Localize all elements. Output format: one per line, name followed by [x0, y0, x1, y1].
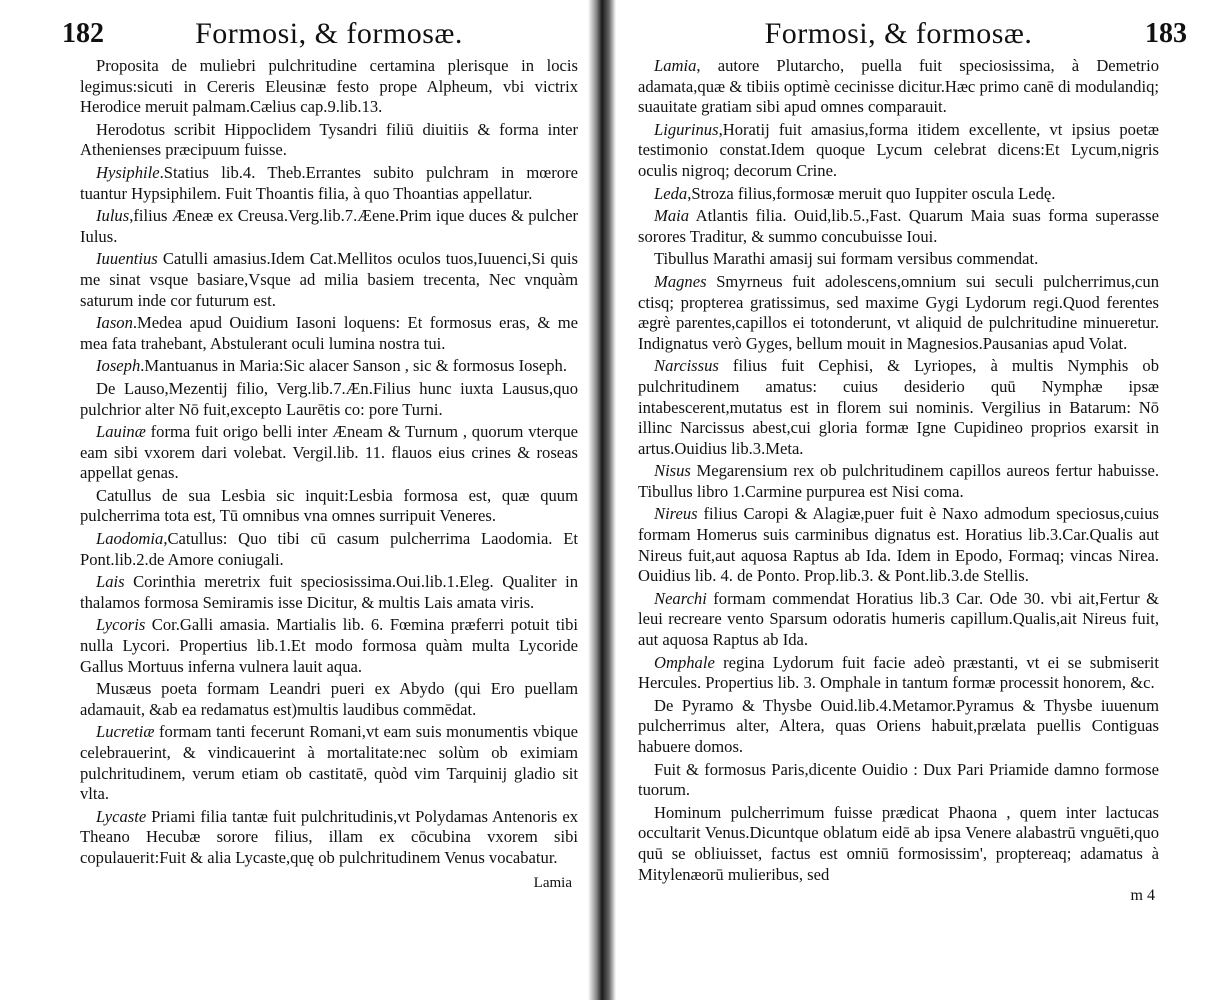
- entry-paragraph: [638, 696, 1159, 758]
- entry-paragraph: [80, 56, 578, 118]
- entry-paragraph: [80, 313, 578, 354]
- running-title: Formosi, & formosæ.: [195, 17, 463, 50]
- entry-name: Iason: [96, 313, 133, 333]
- entry-paragraph: [80, 422, 578, 484]
- running-head: [62, 14, 578, 56]
- entry-text: Musæus poeta formam Leandri pueri ex Abydo (qui Ero puellam adamauit, &ab ea redamatus est)multis laudibus commēdat.: [80, 679, 578, 719]
- entry-paragraph: [638, 356, 1159, 459]
- page-number: 183: [1145, 18, 1187, 49]
- entry-name: Narcissus: [654, 356, 719, 376]
- entry-text: Cor.Galli amasia. Martialis lib. 6. Fœmina præferri potuit tibi nulla Lycori. Propertius lib.1.Et modo formosa quàm multa Lycoride Gallus Mortuus inferna vulnera lauit aqua.: [80, 615, 578, 676]
- page-body: [638, 56, 1159, 885]
- entry-name: Lauinæ: [96, 422, 146, 442]
- entry-paragraph: [638, 803, 1159, 885]
- entry-text: Megarensium rex ob pulchritudinem capillos aureos fertur habuisse. Tibullus libro 1.Carmine purpurea est Nisi coma.: [638, 461, 1159, 501]
- entry-text: Herodotus scribit Hippoclidem Tysandri filiū diuitiis & forma inter Athenienses præcipuum fuisse.: [80, 119, 578, 160]
- entry-paragraph: [80, 249, 578, 311]
- entry-text: , autore Plutarcho, puella fuit speciosissima, à Demetrio adamata,quæ & tibiis optimè cecinisse dicitur.Hæc primo canē di modulandiq; suauitate gratiam sibi apud omnes comparauit.: [638, 56, 1159, 117]
- entry-name: Lucretiæ: [96, 722, 155, 742]
- entry-name: Ligurinus: [654, 119, 719, 139]
- entry-text: filius fuit Cephisi, & Lyriopes, à multis Nymphis ob pulchritudinem amatus: cuius desiderio quū Nymphæ ipsæ intabescerent,mutatus est in florem sui nominis. Vergilius in Batarum: Nō illinc Narcissus abest,cui gloria formæ Igne Cupidineo proprios exarsit in artus.Ouidius lib.3.Meta.: [638, 356, 1159, 458]
- entry-paragraph: [80, 722, 578, 804]
- entry-text: Atlantis filia. Ouid,lib.5.,Fast. Quarum Maia suas forma superasse sorores Traditur, & summo concubuisse Ioui.: [638, 206, 1159, 246]
- entry-paragraph: [80, 379, 578, 420]
- entry-paragraph: [638, 56, 1159, 118]
- entry-name: Leda: [654, 183, 688, 203]
- entry-name: Iulus: [96, 206, 130, 226]
- entry-name: Laodomia: [96, 529, 164, 549]
- entry-paragraph: [80, 356, 578, 377]
- running-head: [638, 14, 1187, 56]
- running-title: Formosi, & formosæ.: [764, 17, 1033, 50]
- entry-text: regina Lydorum fuit facie adeò præstanti, vt ei se submiserit Hercules. Propertius lib. 3. Omphale in tantum formæ processit honorem, &c.: [638, 652, 1159, 693]
- entry-text: Hominum pulcherrimum fuisse prædicat Phaona , quem inter lactucas occultarit Venus.Dicuntque oblatum eidē ab ipsa Venere alabastrū vnguēti,quo quū se obliuisset, factus est omniū formosissim', proptereaq; adamatus à Mitylenæorū mulieribus, sed: [638, 802, 1159, 884]
- entry-text: filius Caropi & Alagiæ,puer fuit è Naxo admodum speciosus,cuius formam Homerus suis carminibus dignatus est. Horatius lib.3.Car.Qualis aut Nireus fuit,aut aquosa Raptus ab Ida. Idem in Epodo, Formaq; vincas Nirea. Ouidius lib. 4. de Ponto. Prop.lib.3. & Pont.lib.3.de Stellis.: [638, 504, 1159, 586]
- entry-paragraph: [80, 529, 578, 570]
- entry-text: .Medea apud Ouidium Iasoni loquens: Et formosus eras, & me mea fata trahebant, Abstulerant oculi lumina nostra tui.: [80, 313, 578, 353]
- page-body: [80, 56, 578, 869]
- entry-paragraph: [80, 120, 578, 161]
- entry-paragraph: [638, 589, 1159, 651]
- entry-text: Priami filia tantæ fuit pulchritudinis,vt Polydamas Antenoris ex Theano Hecubæ sorore filius, illam ex cōcubina vxorem sibi copulauerit:Fuit & alia Lycaste,quę ob pulchritudinem Venus vocabatur.: [80, 806, 578, 867]
- entry-text: ,Horatij fuit amasius,forma itidem excellente, vt ipsius poetæ testimonio constat.Idem quoque Lycum celebrat dicens:Et Lycum,nigris oculis nigroq; decorum Crine.: [638, 119, 1159, 180]
- entry-paragraph: [638, 760, 1159, 801]
- entry-paragraph: [80, 163, 578, 204]
- entry-name: Magnes: [654, 271, 707, 291]
- entry-paragraph: [638, 206, 1159, 247]
- entry-text: De Lauso,Mezentij filio, Verg.lib.7.Æn.Filius hunc iuxta Lausus,quo pulchrior alter Nō fuit,excepto Laurētis co: pore Turni.: [80, 378, 578, 419]
- entry-name: Lycaste: [96, 806, 147, 826]
- entry-paragraph: [80, 486, 578, 527]
- entry-text: Catulli amasius.Idem Cat.Mellitos oculos tuos,Iuuenci,Si quis me sinat vsque basiare,Vsque ad milia basiem trecenta, Nec vnquàm saturum inde cor futurum est.: [80, 249, 578, 310]
- left-page: [0, 0, 588, 1000]
- entry-text: Catullus de sua Lesbia sic inquit:Lesbia formosa est, quæ quum pulcherrima tota est, Tū omnibus vna omnes surripuit Veneres.: [80, 485, 578, 526]
- entry-paragraph: [638, 184, 1159, 205]
- entry-name: Lais: [96, 572, 125, 592]
- entry-paragraph: [80, 206, 578, 247]
- book-gutter: [588, 0, 616, 1000]
- entry-text: .Statius lib.4. Theb.Errantes subito pulchram in mœrore tuantur Hypsiphilem. Fuit Thoantis filia, à quo Thoantias appellatur.: [80, 162, 578, 203]
- entry-text: Smyrneus fuit adolescens,omnium sui seculi pulcherrimus,cun ctisq; propterea gratissimus, sed maxime Gygi Lydorum regi.Quod ferentes ægrè parentes,capillos ei totonderunt, vt aliquid de pulchritudine minueretur. Indignatus verò Gyges, bellum mouit in Magnesios.Pausanias apud Volat.: [638, 271, 1159, 353]
- entry-paragraph: [80, 807, 578, 869]
- entry-name: Lycoris: [96, 615, 146, 635]
- entry-name: Nisus: [654, 461, 691, 481]
- entry-name: Maia: [654, 206, 690, 226]
- entry-paragraph: [638, 272, 1159, 354]
- entry-text: Proposita de muliebri pulchritudine certamina plerisque in locis legimus:sicuti in Cereris Eleusinæ festo prope Alpheum, vbi victrix Herodice meruit palmam.Cælius cap.9.lib.13.: [80, 56, 578, 117]
- entry-paragraph: [638, 120, 1159, 182]
- entry-text: ,Catullus: Quo tibi cū casum pulcherrima Laodomia. Et Pont.lib.2.de Amore coniugali.: [80, 529, 578, 569]
- entry-text: forma fuit origo belli inter Æneam & Turnum , quorum vterque eam sibi vxorem dari volebat. Vergil.lib. 11. flauos eius crines & roseas appellat genas.: [80, 422, 578, 483]
- entry-text: formam commendat Horatius lib.3 Car. Ode 30. vbi ait,Fertur & leui recreare vento Sparsum odoratis humeris capillum.Qualis,ait Nireus fuit, aut aquosa Raptus ab Ida.: [638, 588, 1159, 650]
- entry-text: .Mantuanus in Maria:Sic alacer Sanson , sic & formosus Ioseph.: [140, 356, 567, 376]
- entry-text: Corinthia meretrix fuit speciosissima.Oui.lib.1.Eleg. Qualiter in thalamos formosa Semiramis isse Dicitur, & multis Lais amata viris.: [80, 572, 578, 612]
- entry-name: Ioseph: [96, 356, 141, 376]
- entry-text: ,filius Æneæ ex Creusa.Verg.lib.7.Æene.Prim ique duces & pulcher Iulus.: [80, 206, 578, 246]
- entry-name: Iuuentius: [96, 249, 158, 269]
- page-number: 182: [62, 18, 104, 49]
- entry-name: Omphale: [654, 652, 715, 672]
- catchword: Lamia: [533, 874, 572, 891]
- signature-mark: m 4: [1130, 887, 1155, 905]
- entry-paragraph: [638, 249, 1159, 270]
- entry-text: Tibullus Marathi amasij sui formam versibus commendat.: [654, 249, 1039, 269]
- entry-name: Lamia: [654, 56, 697, 75]
- entry-paragraph: [638, 461, 1159, 502]
- entry-name: Nearchi: [654, 588, 707, 608]
- entry-paragraph: [638, 653, 1159, 694]
- entry-text: Fuit & formosus Paris,dicente Ouidio : Dux Pari Priamide damno formose tuorum.: [638, 759, 1159, 800]
- entry-text: De Pyramo & Thysbe Ouid.lib.4.Metamor.Pyramus & Thysbe iuuenum pulcherrimus alter, Altera, quas Oriens habuit,prælata puellis Contiguas habuere domos.: [638, 695, 1159, 756]
- right-page: [616, 0, 1205, 1000]
- entry-paragraph: [80, 572, 578, 613]
- entry-name: Hysiphile: [96, 162, 160, 182]
- entry-name: Nireus: [654, 504, 698, 524]
- entry-text: formam tanti fecerunt Romani,vt eam suis monumentis vbique celebrauerint, & vindicauerint à mortalitate:nec solùm ob eximiam pulchritudinem, verum etiam ob castitatē, quòd vim Tarquinij gladio sit vlta.: [80, 722, 578, 804]
- entry-paragraph: [80, 615, 578, 677]
- entry-paragraph: [80, 679, 578, 720]
- entry-text: ,Stroza filius,formosæ meruit quo Iuppiter oscula Ledę.: [687, 183, 1056, 203]
- entry-paragraph: [638, 504, 1159, 586]
